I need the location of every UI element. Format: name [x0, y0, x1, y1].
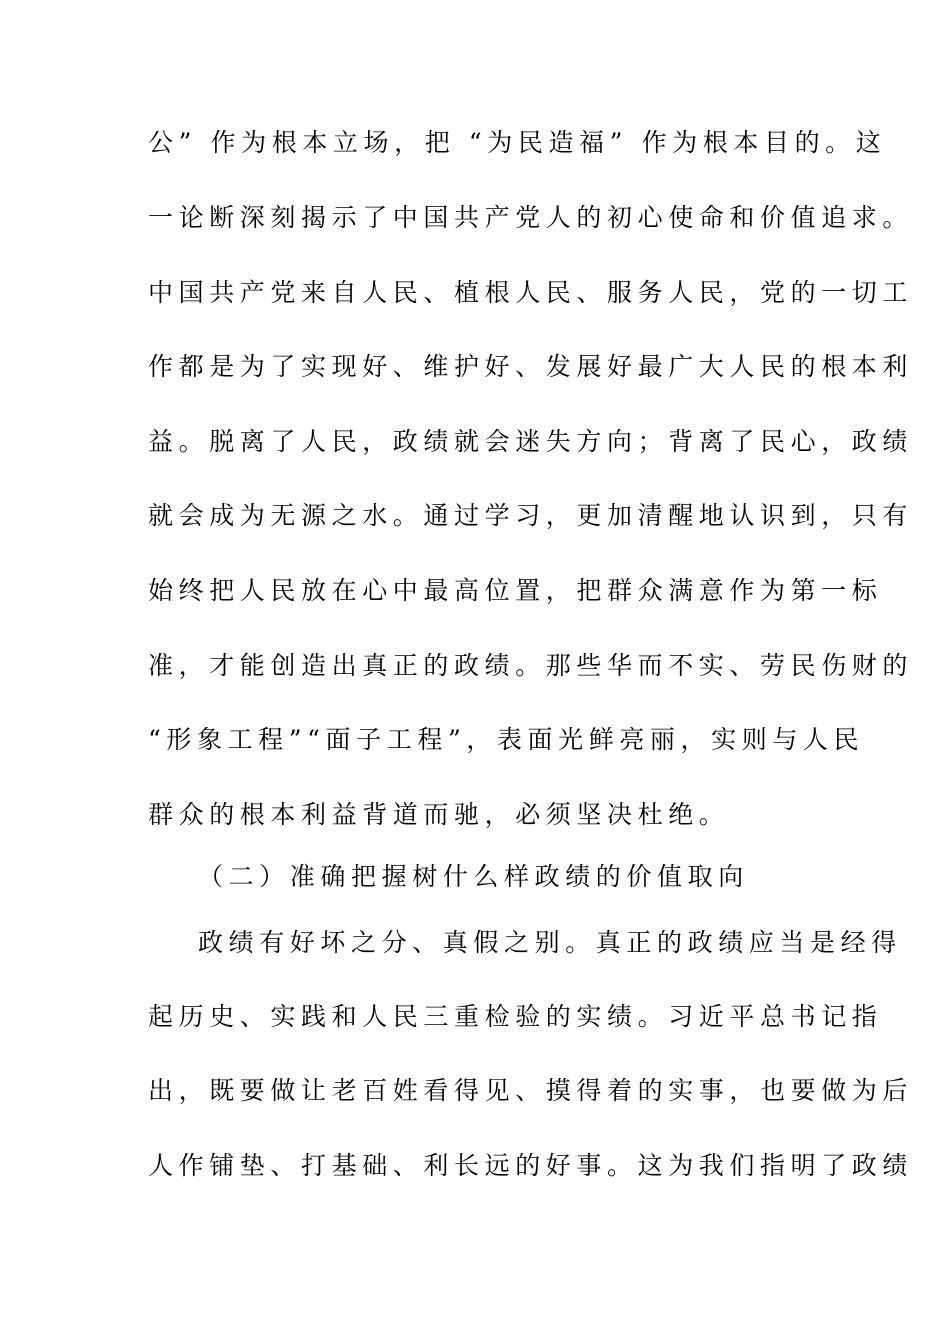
text-line: 群众的根本利益背道而驰，必须坚决杜绝。: [148, 800, 730, 829]
section-heading: （二）准确把握树什么样政绩的价值取向: [198, 862, 749, 891]
text-line: 中国共产党来自人民、植根人民、服务人民，党的一切工: [148, 278, 914, 307]
text-line: 起历史、实践和人民三重检验的实绩。习近平总书记指: [148, 1002, 883, 1031]
text-line: “形象工程”“面子工程”，表面光鲜亮丽，实则与人民: [148, 725, 865, 754]
text-line: 准，才能创造出真正的政绩。那些华而不实、劳民伤财的: [148, 651, 914, 680]
text-line: 就会成为无源之水。通过学习，更加清醒地认识到，只有: [148, 501, 914, 530]
paragraph-first-line: 政绩有好坏之分、真假之别。真正的政绩应当是经得: [198, 928, 902, 957]
text-line: 一论断深刻揭示了中国共产党人的初心使命和价值追求。: [148, 203, 914, 232]
text-line: 人作铺垫、打基础、利长远的好事。这为我们指明了政绩: [148, 1151, 914, 1180]
text-line: 公” 作为根本立场，把 “为民造福” 作为根本目的。这: [148, 128, 887, 157]
text-line: 益。脱离了人民，政绩就会迷失方向；背离了民心，政绩: [148, 427, 914, 456]
text-line: 作都是为了实现好、维护好、发展好最广大人民的根本利: [148, 352, 914, 381]
text-line: 始终把人民放在心中最高位置，把群众满意作为第一标: [148, 576, 883, 605]
text-line: 出，既要做让老百姓看得见、摸得着的实事，也要做为后: [148, 1076, 914, 1105]
